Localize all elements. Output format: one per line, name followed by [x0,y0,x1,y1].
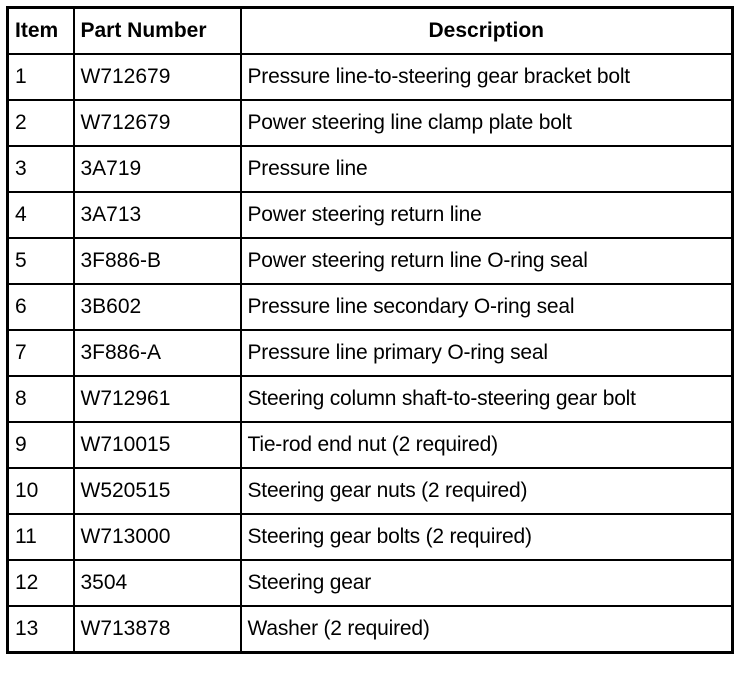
table-row [8,606,733,653]
cell-item: 3 [8,146,74,192]
cell-description: Power steering return line O-ring seal [241,238,733,284]
table-row [8,192,733,238]
cell-part-number: W712679 [74,100,241,146]
header-part-number: Part Number [74,8,241,55]
cell-part-number: 3F886-A [74,330,241,376]
table-row [8,422,733,468]
cell-description: Pressure line secondary O-ring seal [241,284,733,330]
cell-description: Pressure line [241,146,733,192]
cell-item: 7 [8,330,74,376]
table-row [8,330,733,376]
table-row [8,284,733,330]
cell-description: Tie-rod end nut (2 required) [241,422,733,468]
cell-item: 5 [8,238,74,284]
header-item: Item [8,8,74,55]
cell-description: Pressure line primary O-ring seal [241,330,733,376]
table-row [8,100,733,146]
cell-description: Power steering line clamp plate bolt [241,100,733,146]
cell-item: 1 [8,54,74,100]
cell-part-number: W712961 [74,376,241,422]
cell-item: 10 [8,468,74,514]
cell-description: Steering column shaft-to-steering gear bolt [241,376,733,422]
cell-description: Steering gear nuts (2 required) [241,468,733,514]
cell-item: 11 [8,514,74,560]
cell-part-number: 3B602 [74,284,241,330]
cell-part-number: W710015 [74,422,241,468]
cell-part-number: W520515 [74,468,241,514]
cell-part-number: 3A719 [74,146,241,192]
table-row [8,146,733,192]
cell-item: 6 [8,284,74,330]
cell-part-number: 3F886-B [74,238,241,284]
cell-item: 2 [8,100,74,146]
header-description: Description [241,8,733,55]
parts-table [6,6,734,654]
cell-item: 4 [8,192,74,238]
cell-item: 9 [8,422,74,468]
cell-part-number: W713000 [74,514,241,560]
table-row [8,468,733,514]
cell-part-number: 3A713 [74,192,241,238]
cell-description: Power steering return line [241,192,733,238]
cell-item: 12 [8,560,74,606]
table-row [8,238,733,284]
cell-item: 8 [8,376,74,422]
cell-description: Washer (2 required) [241,606,733,653]
cell-description: Pressure line-to-steering gear bracket bolt [241,54,733,100]
table-row [8,514,733,560]
header-row [8,8,733,55]
cell-part-number: W712679 [74,54,241,100]
table-row [8,54,733,100]
cell-part-number: 3504 [74,560,241,606]
cell-item: 13 [8,606,74,653]
cell-description: Steering gear [241,560,733,606]
cell-description: Steering gear bolts (2 required) [241,514,733,560]
cell-part-number: W713878 [74,606,241,653]
table-row [8,560,733,606]
table-row [8,376,733,422]
